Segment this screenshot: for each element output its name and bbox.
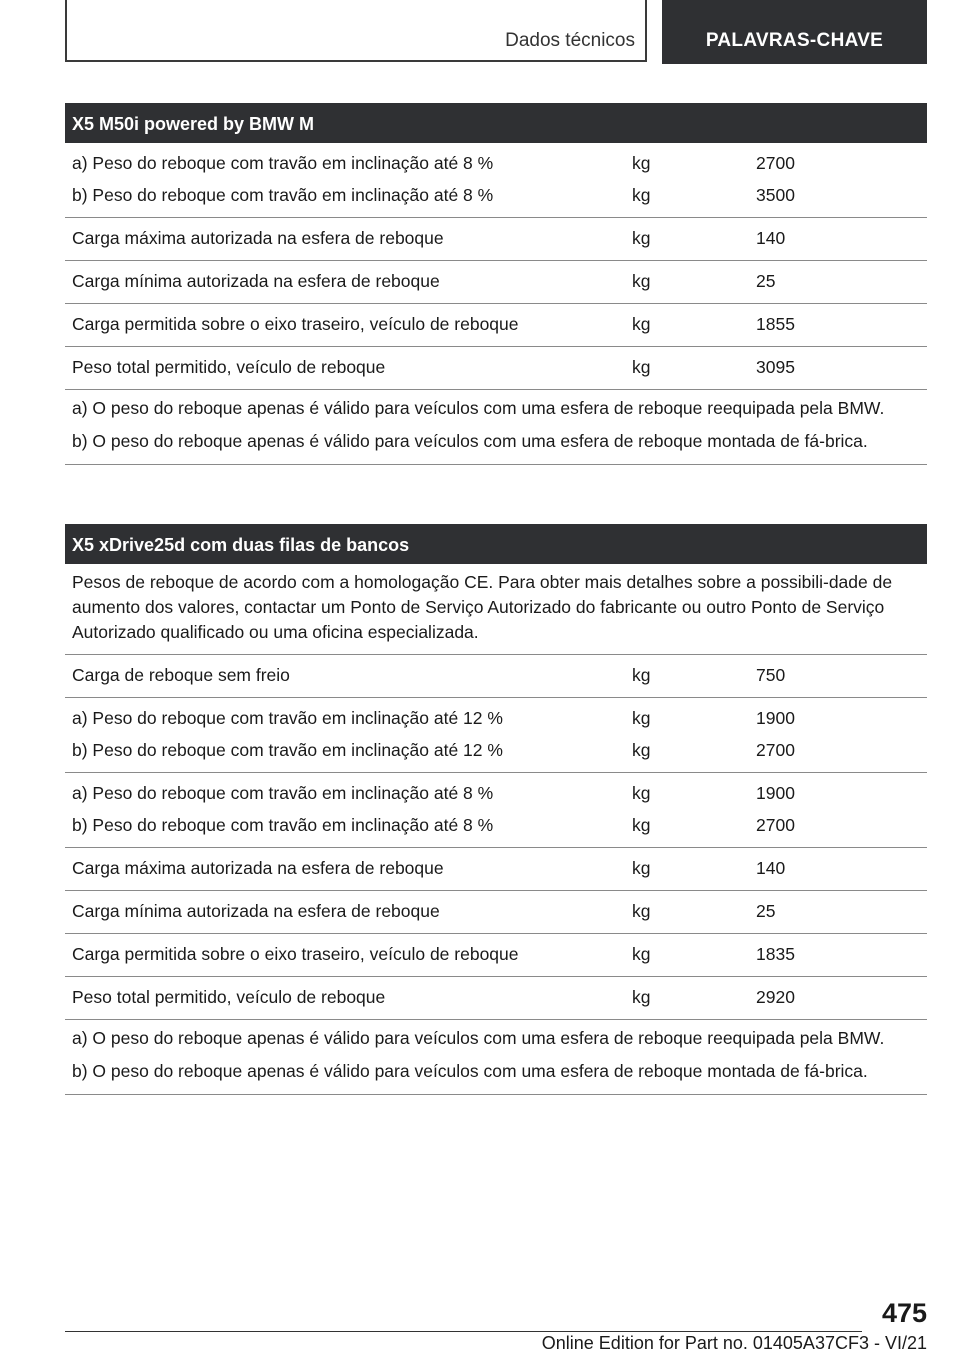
page-header bbox=[65, 0, 927, 64]
section-x5-m50i bbox=[65, 103, 927, 465]
table-row bbox=[65, 977, 927, 1020]
spec-label: a) Peso do reboque com travão em inclinação até 12 % bbox=[72, 707, 503, 728]
edition-info: Online Edition for Part no. 01405A37CF3 - VI/21 bbox=[541, 1333, 927, 1353]
table-row bbox=[65, 848, 927, 891]
footnote-b: b) O peso do reboque apenas é válido para veículos com uma esfera de reboque montada de fá-brica. bbox=[72, 431, 868, 451]
header-section-title: Dados técnicos bbox=[505, 30, 635, 51]
table-line bbox=[65, 179, 927, 211]
table-line bbox=[65, 147, 927, 179]
spec-unit: kg bbox=[632, 664, 651, 685]
page-number: 475 bbox=[881, 1298, 927, 1328]
section-title: X5 xDrive25d com duas filas de bancos bbox=[65, 524, 927, 564]
spec-value: 140 bbox=[756, 857, 786, 878]
table-line bbox=[65, 308, 927, 340]
spec-label: a) Peso do reboque com travão em inclinação até 8 % bbox=[72, 782, 494, 803]
footnotes bbox=[65, 1020, 927, 1095]
spec-value: 1835 bbox=[756, 943, 795, 964]
footnote-b: b) O peso do reboque apenas é válido para veículos com uma esfera de reboque montada de fá-brica. bbox=[72, 1061, 868, 1081]
table-row bbox=[65, 698, 927, 773]
spec-unit: kg bbox=[632, 782, 651, 803]
section-title: X5 M50i powered by BMW M bbox=[65, 103, 927, 143]
spec-table bbox=[65, 143, 927, 390]
spec-table bbox=[65, 655, 927, 1020]
keywords-tab[interactable]: PALAVRAS-CHAVE bbox=[662, 0, 927, 64]
table-row bbox=[65, 304, 927, 347]
spec-value: 3500 bbox=[756, 184, 795, 205]
spec-unit: kg bbox=[632, 184, 651, 205]
spec-unit: kg bbox=[632, 814, 651, 835]
spec-unit: kg bbox=[632, 739, 651, 760]
table-line bbox=[65, 222, 927, 254]
table-line bbox=[65, 852, 927, 884]
spec-unit: kg bbox=[632, 707, 651, 728]
footnote-a: a) O peso do reboque apenas é válido para veículos com uma esfera de reboque reequipada pela BMW. bbox=[72, 398, 885, 418]
spec-value: 1900 bbox=[756, 782, 795, 803]
table-line bbox=[65, 659, 927, 691]
table-row bbox=[65, 261, 927, 304]
spec-label: b) Peso do reboque com travão em inclinação até 8 % bbox=[72, 814, 494, 835]
spec-value: 750 bbox=[756, 664, 786, 685]
table-row bbox=[65, 218, 927, 261]
spec-value: 2700 bbox=[756, 814, 795, 835]
spec-value: 2920 bbox=[756, 986, 795, 1007]
table-row bbox=[65, 655, 927, 698]
spec-label: Carga permitida sobre o eixo traseiro, veículo de reboque bbox=[72, 313, 519, 334]
footnotes bbox=[65, 390, 927, 465]
footer-divider bbox=[65, 1331, 862, 1332]
spec-value: 2700 bbox=[756, 152, 795, 173]
spec-label: Carga mínima autorizada na esfera de reboque bbox=[72, 900, 440, 921]
table-line bbox=[65, 734, 927, 766]
spec-unit: kg bbox=[632, 857, 651, 878]
spec-unit: kg bbox=[632, 986, 651, 1007]
table-row bbox=[65, 934, 927, 977]
spec-unit: kg bbox=[632, 900, 651, 921]
section-intro: Pesos de reboque de acordo com a homologação CE. Para obter mais detalhes sobre a possibili-dade de aumento dos valores, contactar um Ponto de Serviço Autorizado do fabricante ou outro Ponto de Serviço Autorizado qualificado ou uma oficina especializada. bbox=[65, 564, 927, 655]
spec-value: 1900 bbox=[756, 707, 795, 728]
table-row bbox=[65, 891, 927, 934]
table-line bbox=[65, 702, 927, 734]
table-line bbox=[65, 895, 927, 927]
table-line bbox=[65, 981, 927, 1013]
spec-label: Peso total permitido, veículo de reboque bbox=[72, 986, 386, 1007]
spec-unit: kg bbox=[632, 943, 651, 964]
spec-label: b) Peso do reboque com travão em inclinação até 8 % bbox=[72, 184, 494, 205]
table-row bbox=[65, 773, 927, 848]
spec-label: Carga de reboque sem freio bbox=[72, 664, 290, 685]
table-line bbox=[65, 938, 927, 970]
table-line bbox=[65, 777, 927, 809]
spec-label: b) Peso do reboque com travão em inclinação até 12 % bbox=[72, 739, 503, 760]
table-row bbox=[65, 347, 927, 390]
footnote-a: a) O peso do reboque apenas é válido para veículos com uma esfera de reboque reequipada pela BMW. bbox=[72, 1028, 885, 1048]
spec-value: 3095 bbox=[756, 356, 795, 377]
spec-label: Carga permitida sobre o eixo traseiro, veículo de reboque bbox=[72, 943, 519, 964]
spec-unit: kg bbox=[632, 227, 651, 248]
table-row bbox=[65, 143, 927, 218]
table-line bbox=[65, 351, 927, 383]
spec-value: 2700 bbox=[756, 739, 795, 760]
spec-label: Carga máxima autorizada na esfera de reboque bbox=[72, 227, 444, 248]
table-line bbox=[65, 265, 927, 297]
spec-label: Peso total permitido, veículo de reboque bbox=[72, 356, 386, 377]
spec-unit: kg bbox=[632, 313, 651, 334]
spec-unit: kg bbox=[632, 270, 651, 291]
spec-label: a) Peso do reboque com travão em inclinação até 8 % bbox=[72, 152, 494, 173]
spec-unit: kg bbox=[632, 152, 651, 173]
spec-value: 1855 bbox=[756, 313, 795, 334]
spec-label: Carga mínima autorizada na esfera de reboque bbox=[72, 270, 440, 291]
section-x5-xdrive25d bbox=[65, 524, 927, 1095]
spec-value: 140 bbox=[756, 227, 786, 248]
spec-label: Carga máxima autorizada na esfera de reboque bbox=[72, 857, 444, 878]
table-line bbox=[65, 809, 927, 841]
spec-value: 25 bbox=[756, 900, 776, 921]
spec-value: 25 bbox=[756, 270, 776, 291]
spec-unit: kg bbox=[632, 356, 651, 377]
